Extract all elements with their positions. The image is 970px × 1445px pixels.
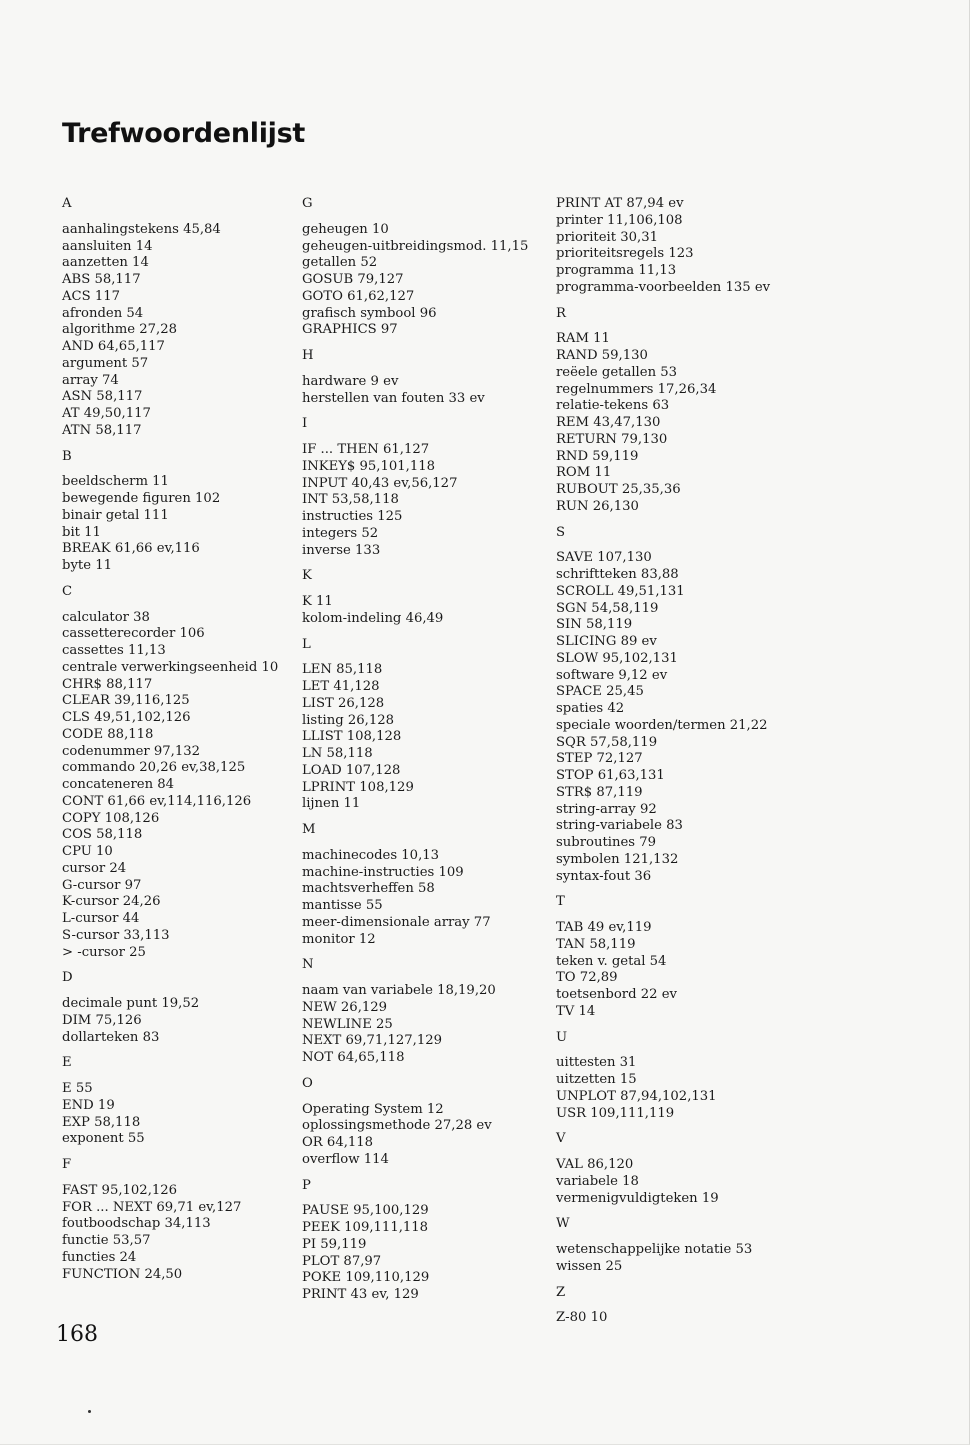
section-letter: H bbox=[302, 348, 314, 363]
index-entry: syntax-fout 36 bbox=[556, 868, 652, 884]
index-entry: wetenschappelijke notatie 53 bbox=[556, 1242, 753, 1257]
index-entry: CHR$ 88,117 bbox=[62, 676, 153, 692]
index-entry: SLOW 95,102,131 bbox=[556, 650, 678, 666]
index-entry: RND 59,119 bbox=[556, 448, 639, 464]
ink-speck bbox=[88, 1410, 91, 1413]
index-entry: IF ... THEN 61,127 bbox=[302, 442, 430, 457]
index-entry: AND 64,65,117 bbox=[62, 339, 165, 354]
index-entry: prioriteitsregels 123 bbox=[556, 246, 694, 262]
section-letter: I bbox=[302, 416, 308, 432]
index-entry: lijnen 11 bbox=[302, 796, 361, 812]
section-letter: N bbox=[302, 957, 314, 973]
index-entry: CPU 10 bbox=[62, 844, 113, 859]
index-entry: string-array 92 bbox=[556, 801, 657, 817]
index-entry: ACS 117 bbox=[62, 288, 121, 304]
index-entry: dollarteken 83 bbox=[62, 1029, 160, 1045]
index-entry: PLOT 87,97 bbox=[302, 1253, 382, 1269]
index-entry: concateneren 84 bbox=[62, 777, 175, 792]
index-entry: machinecodes 10,13 bbox=[302, 847, 440, 863]
index-entry: cassettes 11,13 bbox=[62, 643, 166, 658]
index-entry: > -cursor 25 bbox=[62, 944, 146, 960]
section-letter: O bbox=[302, 1075, 313, 1091]
index-entry: FAST 95,102,126 bbox=[62, 1182, 178, 1198]
index-entry: LPRINT 108,129 bbox=[302, 779, 414, 795]
index-entry: FUNCTION 24,50 bbox=[62, 1266, 183, 1282]
section-letter: A bbox=[62, 196, 72, 211]
section-letter: V bbox=[556, 1131, 566, 1147]
index-entry: beeldscherm 11 bbox=[62, 474, 169, 490]
index-entry: LET 41,128 bbox=[302, 679, 380, 694]
page-number: 168 bbox=[56, 1322, 98, 1347]
index-column-1 bbox=[62, 196, 297, 1283]
index-entry: instructies 125 bbox=[302, 509, 403, 524]
index-entry: RAM 11 bbox=[556, 331, 610, 347]
section-letter: R bbox=[556, 305, 566, 321]
page-title: Trefwoordenlijst bbox=[62, 118, 305, 149]
index-entry: reëele getallen 53 bbox=[556, 364, 678, 380]
index-entry: string-variabele 83 bbox=[556, 818, 683, 834]
index-entry: vermenigvuldigteken 19 bbox=[556, 1190, 719, 1206]
index-column-3 bbox=[556, 196, 806, 1327]
section-letter: F bbox=[62, 1157, 72, 1172]
index-entry: cursor 24 bbox=[62, 860, 127, 876]
index-entry: PRINT AT 87,94 ev bbox=[556, 196, 684, 211]
index-entry: algorithme 27,28 bbox=[62, 322, 178, 338]
index-entry: subroutines 79 bbox=[556, 835, 656, 850]
index-entry: Z-80 10 bbox=[556, 1310, 608, 1326]
section-letter: L bbox=[302, 636, 311, 652]
index-entry: TAN 58,119 bbox=[556, 936, 636, 952]
index-entry: integers 52 bbox=[302, 525, 379, 541]
index-entry: software 9,12 ev bbox=[556, 667, 668, 683]
index-entry: CONT 61,66 ev,114,116,126 bbox=[62, 793, 252, 809]
index-entry: LOAD 107,128 bbox=[302, 762, 401, 778]
index-entry: CLS 49,51,102,126 bbox=[62, 710, 191, 725]
index-entry: toetsenbord 22 ev bbox=[556, 987, 677, 1002]
index-entry: L-cursor 44 bbox=[62, 911, 140, 926]
index-entry: COPY 108,126 bbox=[62, 810, 160, 826]
index-entry: REM 43,47,130 bbox=[556, 415, 661, 430]
index-entry: STR$ 87,119 bbox=[556, 784, 643, 800]
index-entry: PEEK 109,111,118 bbox=[302, 1220, 429, 1235]
index-entry: S-cursor 33,113 bbox=[62, 927, 170, 943]
index-entry: RUBOUT 25,35,36 bbox=[556, 482, 681, 497]
index-entry: RETURN 79,130 bbox=[556, 431, 668, 447]
index-entry: VAL 86,120 bbox=[556, 1157, 634, 1172]
index-entry: SLICING 89 ev bbox=[556, 634, 657, 649]
index-entry: regelnummers 17,26,34 bbox=[556, 381, 717, 397]
index-entry: schriftteken 83,88 bbox=[556, 567, 679, 582]
index-entry: EXP 58,118 bbox=[62, 1114, 141, 1130]
index-entry: hardware 9 ev bbox=[302, 373, 399, 389]
index-entry: BREAK 61,66 ev,116 bbox=[62, 541, 200, 557]
index-entry: RAND 59,130 bbox=[556, 348, 648, 363]
index-entry: ROM 11 bbox=[556, 465, 612, 481]
index-entry: cassetterecorder 106 bbox=[62, 626, 205, 642]
section-letter: E bbox=[62, 1055, 72, 1071]
index-entry: afronden 54 bbox=[62, 305, 144, 321]
index-entry: inverse 133 bbox=[302, 542, 381, 558]
section-letter: D bbox=[62, 970, 73, 986]
section-letter: G bbox=[302, 196, 313, 211]
index-entry: decimale punt 19,52 bbox=[62, 996, 200, 1011]
index-entry: naam van variabele 18,19,20 bbox=[302, 983, 496, 998]
index-entry: exponent 55 bbox=[62, 1131, 145, 1147]
index-entry: COS 58,118 bbox=[62, 827, 143, 843]
index-entry: bit 11 bbox=[62, 524, 101, 540]
index-entry: STOP 61,63,131 bbox=[556, 768, 665, 783]
index-entry: spaties 42 bbox=[556, 701, 625, 716]
index-entry: argument 57 bbox=[62, 355, 149, 371]
index-entry: STEP 72,127 bbox=[556, 751, 643, 767]
index-entry: FOR ... NEXT 69,71 ev,127 bbox=[62, 1199, 242, 1215]
index-entry: oplossingsmethode 27,28 ev bbox=[302, 1118, 492, 1134]
index-entry: meer-dimensionale array 77 bbox=[302, 914, 491, 930]
index-entry: USR 109,111,119 bbox=[556, 1105, 675, 1121]
index-entry: K-cursor 24,26 bbox=[62, 894, 161, 910]
index-entry: programma-voorbeelden 135 ev bbox=[556, 279, 771, 295]
index-entry: Operating System 12 bbox=[302, 1101, 444, 1117]
index-entry: K 11 bbox=[302, 594, 333, 609]
index-entry: variabele 18 bbox=[556, 1173, 639, 1189]
index-entry: monitor 12 bbox=[302, 931, 376, 947]
index-entry: overflow 114 bbox=[302, 1151, 389, 1167]
index-entry: G-cursor 97 bbox=[62, 877, 142, 893]
index-entry: machine-instructies 109 bbox=[302, 864, 464, 880]
index-entry: binair getal 111 bbox=[62, 507, 169, 523]
index-entry: aansluiten 14 bbox=[62, 238, 153, 254]
index-entry: uitzetten 15 bbox=[556, 1072, 637, 1087]
section-letter: M bbox=[302, 822, 316, 837]
index-entry: PRINT 43 ev, 129 bbox=[302, 1287, 419, 1302]
section-letter: C bbox=[62, 583, 73, 599]
index-entry: geheugen 10 bbox=[302, 221, 389, 237]
index-entry: teken v. getal 54 bbox=[556, 953, 667, 969]
index-entry: geheugen-uitbreidingsmod. 11,15 bbox=[302, 238, 529, 254]
index-entry: INKEY$ 95,101,118 bbox=[302, 458, 436, 474]
index-entry: NEWLINE 25 bbox=[302, 1016, 393, 1032]
index-entry: TV 14 bbox=[556, 1003, 596, 1019]
index-entry: DIM 75,126 bbox=[62, 1012, 142, 1028]
index-entry: UNPLOT 87,94,102,131 bbox=[556, 1088, 717, 1104]
index-entry: GOSUB 79,127 bbox=[302, 272, 404, 287]
index-entry: LIST 26,128 bbox=[302, 695, 385, 711]
index-entry: CODE 88,118 bbox=[62, 726, 154, 742]
index-entry: INT 53,58,118 bbox=[302, 492, 399, 508]
index-entry: LLIST 108,128 bbox=[302, 729, 402, 745]
index-entry: calculator 38 bbox=[62, 609, 150, 625]
index-entry: INPUT 40,43 ev,56,127 bbox=[302, 475, 458, 491]
section-letter: K bbox=[302, 568, 312, 584]
index-entry: aanhalingstekens 45,84 bbox=[62, 221, 221, 237]
section-letter: P bbox=[302, 1177, 311, 1193]
index-entry: CLEAR 39,116,125 bbox=[62, 693, 190, 709]
index-entry: LN 58,118 bbox=[302, 746, 373, 761]
index-entry: array 74 bbox=[62, 372, 119, 388]
index-entry: kolom-indeling 46,49 bbox=[302, 610, 444, 626]
index-entry: AT 49,50,117 bbox=[62, 406, 151, 421]
index-entry: functies 24 bbox=[62, 1249, 137, 1265]
index-entry: E 55 bbox=[62, 1081, 93, 1096]
index-entry: ATN 58,117 bbox=[62, 422, 142, 438]
index-entry: OR 64,118 bbox=[302, 1135, 374, 1150]
index-entry: POKE 109,110,129 bbox=[302, 1270, 430, 1286]
section-letter: Z bbox=[556, 1284, 566, 1300]
index-entry: NOT 64,65,118 bbox=[302, 1050, 405, 1065]
index-entry: functie 53,57 bbox=[62, 1233, 151, 1248]
index-entry: codenummer 97,132 bbox=[62, 743, 201, 759]
section-letter: B bbox=[62, 448, 72, 464]
index-entry: symbolen 121,132 bbox=[556, 851, 679, 867]
index-entry: ASN 58,117 bbox=[62, 389, 143, 405]
index-entry: herstellen van fouten 33 ev bbox=[302, 390, 485, 406]
index-entry: GRAPHICS 97 bbox=[302, 322, 398, 338]
index-entry: mantisse 55 bbox=[302, 898, 383, 913]
index-entry: END 19 bbox=[62, 1097, 115, 1113]
index-entry: TAB 49 ev,119 bbox=[556, 920, 652, 935]
index-entry: LEN 85,118 bbox=[302, 662, 383, 678]
index-entry: SCROLL 49,51,131 bbox=[556, 583, 685, 599]
index-entry: NEXT 69,71,127,129 bbox=[302, 1033, 443, 1049]
index-entry: PI 59,119 bbox=[302, 1236, 367, 1252]
index-entry: GOTO 61,62,127 bbox=[302, 288, 415, 304]
index-entry: SPACE 25,45 bbox=[556, 684, 644, 700]
section-letter: U bbox=[556, 1029, 568, 1045]
index-entry: wissen 25 bbox=[556, 1258, 623, 1274]
index-entry: machtsverheffen 58 bbox=[302, 881, 435, 897]
index-column-2 bbox=[302, 196, 552, 1304]
index-entry: SQR 57,58,119 bbox=[556, 734, 658, 750]
index-entry: foutboodschap 34,113 bbox=[62, 1216, 211, 1232]
index-entry: ABS 58,117 bbox=[62, 272, 141, 287]
index-entry: commando 20,26 ev,38,125 bbox=[62, 760, 246, 776]
index-entry: RUN 26,130 bbox=[556, 498, 639, 514]
index-entry: printer 11,106,108 bbox=[556, 212, 683, 228]
section-letter: T bbox=[556, 894, 565, 910]
index-entry: bewegende figuren 102 bbox=[62, 491, 221, 506]
index-entry: speciale woorden/termen 21,22 bbox=[556, 717, 768, 733]
index-entry: listing 26,128 bbox=[302, 712, 394, 728]
index-entry: relatie-tekens 63 bbox=[556, 398, 670, 414]
index-entry: centrale verwerkingseenheid 10 bbox=[62, 659, 279, 675]
index-entry: getallen 52 bbox=[302, 255, 378, 271]
index-entry: SIN 58,119 bbox=[556, 617, 633, 633]
index-entry: NEW 26,129 bbox=[302, 999, 388, 1015]
section-letter: S bbox=[556, 524, 566, 540]
section-letter: W bbox=[556, 1216, 570, 1232]
index-entry: SGN 54,58,119 bbox=[556, 600, 659, 616]
index-entry: grafisch symbool 96 bbox=[302, 305, 437, 321]
index-entry: aanzetten 14 bbox=[62, 255, 149, 271]
index-entry: TO 72,89 bbox=[556, 970, 618, 986]
index-entry: SAVE 107,130 bbox=[556, 550, 652, 566]
index-entry: uittesten 31 bbox=[556, 1055, 637, 1071]
index-entry: programma 11,13 bbox=[556, 263, 677, 278]
index-entry: byte 11 bbox=[62, 558, 112, 573]
index-entry: PAUSE 95,100,129 bbox=[302, 1203, 429, 1219]
index-entry: prioriteit 30,31 bbox=[556, 229, 658, 245]
